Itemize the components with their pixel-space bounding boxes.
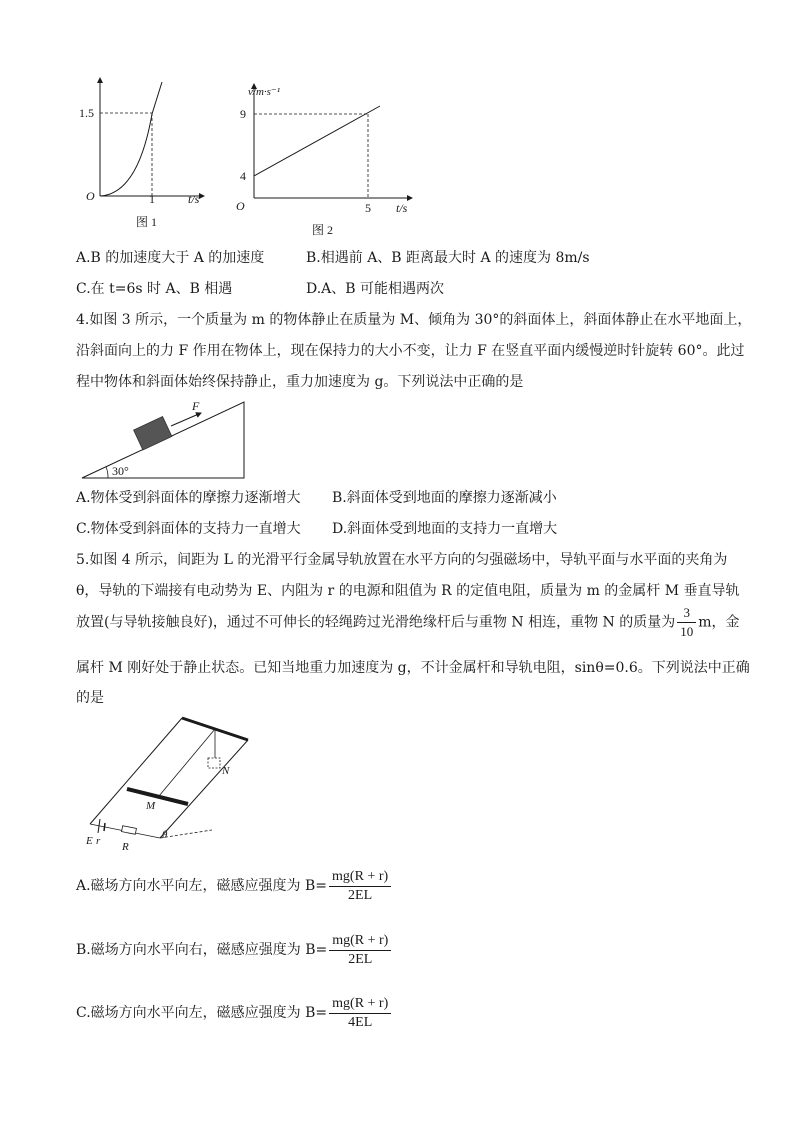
horizontal-reference [160,830,212,838]
y-tick-9: 9 [240,107,246,121]
q5-stem-line-5: 的是 [76,690,104,706]
weight-n [208,758,220,768]
origin-label: O [236,199,245,213]
q5-option-c [76,993,393,1033]
q5-option-c-text: C.磁场方向水平向左，磁感应强度为 B= [76,1005,328,1021]
q5-option-b [76,930,393,970]
y-tick-4: 4 [240,169,246,183]
q5-option-a-text: A.磁场方向水平向左，磁感应强度为 B= [76,878,328,894]
mass-fraction [677,604,696,641]
q5-stem-line-2: θ，导轨的下端接有电动势为 E、内阻为 r 的电源和阻值为 R 的定值电阻，质量为 m 的金属杆 M 垂直导轨 [76,583,740,599]
figure-1-caption: 图 1 [136,215,158,229]
origin-label: O [86,189,95,203]
q4-stem-line-2: 沿斜面向上的力 F 作用在物体上，现在保持力的大小不变，让力 F 在竖直平面内缓慢逆时针旋转 60°。此过 [76,343,745,359]
formula-numerator: mg(R + r) [329,868,391,887]
figure-2-caption: 图 2 [312,223,334,237]
formula-denominator: 4EL [348,1014,373,1030]
q4-stem-line-1: 4.如图 3 所示，一个质量为 m 的物体静止在质量为 M、倾角为 30°的斜面体上，斜面体静止在水平地面上， [76,312,752,328]
figure-4-rails [84,712,284,852]
force-label: F [192,399,200,413]
q4-stem-line-3: 程中物体和斜面体始终保持静止，重力加速度为 g。下列说法中正确的是 [76,374,524,390]
x-t-curve [100,82,162,196]
figure-2 [226,78,426,243]
label-e: E [86,835,93,847]
rail-left [90,718,182,824]
label-internal-r: r [96,835,101,847]
q3-option-a: A.B 的加速度大于 A 的加速度 [76,250,265,266]
q5-stem-line-3-tail: m，金 [698,614,740,631]
fraction-numerator: 3 [677,604,696,623]
angle-arc [106,467,108,478]
formula-denominator: 2EL [348,887,373,903]
q5-stem-line-1: 5.如图 4 所示，间距为 L 的光滑平行金属导轨放置在水平方向的匀强磁场中，导轨平面与水平面的夹角为 [76,552,728,568]
x-axis-label: t/s [188,192,200,206]
formula-denominator: 2EL [348,951,373,967]
metal-rod-m [127,789,188,804]
rail-right [160,740,248,838]
x-tick-1: 1 [149,192,155,206]
q4-option-b: B.斜面体受到地面的摩擦力逐渐减小 [332,490,557,506]
label-m: M [146,800,156,812]
q5-stem-line-4: 属杆 M 刚好处于静止状态。已知当地重力加速度为 g，不计金属杆和导轨电阻，sinθ=0.6。下列说法中正确 [76,660,750,676]
q5-option-c-formula [329,995,391,1032]
formula-numerator: mg(R + r) [329,932,391,951]
y-tick-1.5: 1.5 [79,106,94,120]
label-resistor-r: R [122,841,129,852]
q5-option-b-formula [329,932,391,969]
angle-label: 30° [112,464,129,478]
resistor-r [122,826,137,835]
label-n: N [222,765,230,777]
q4-option-c: C.物体受到斜面体的支持力一直增大 [76,521,301,537]
q5-stem-line-3-text: 放置(与导轨接触良好)，通过不可伸长的轻绳跨过光滑绝缘杆后与重物 N 相连，重物 N 的质量为 [76,614,676,631]
q3-option-d: D.A、B 可能相遇两次 [306,281,445,297]
q5-option-a-formula [329,868,391,905]
q5-stem-line-3 [76,604,740,641]
q3-option-b: B.相遇前 A、B 距离最大时 A 的速度为 8m/s [306,250,590,266]
fraction-denominator: 10 [680,624,694,639]
figure-1 [76,72,226,237]
x-tick-5: 5 [365,201,371,215]
block [134,417,172,450]
label-theta: θ [162,829,168,841]
battery-plate-short [104,823,105,831]
q3-option-c: C.在 t=6s 时 A、B 相遇 [76,281,233,297]
formula-numerator: mg(R + r) [329,995,391,1014]
v-t-line [254,106,380,176]
q4-option-a: A.物体受到斜面体的摩擦力逐渐增大 [76,490,301,506]
x-axis-label: t/s [396,201,408,215]
q5-option-a [76,866,393,906]
q5-option-b-text: B.磁场方向水平向右，磁感应强度为 B= [76,942,328,958]
y-axis-label: v/m·s⁻¹ [248,86,281,98]
figure-3-incline [76,396,256,484]
q4-option-d: D.斜面体受到地面的支持力一直增大 [332,521,558,537]
